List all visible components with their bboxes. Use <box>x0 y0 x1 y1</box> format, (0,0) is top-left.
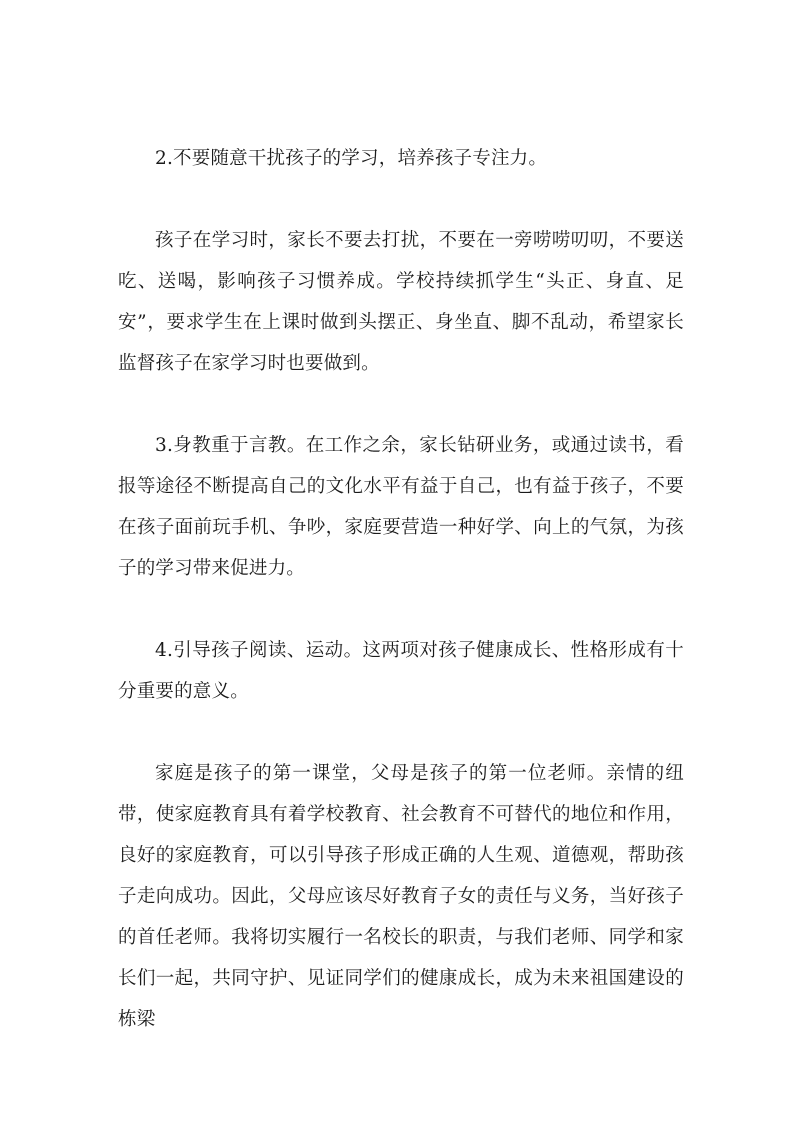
paragraph-spacer <box>118 384 684 425</box>
paragraph-conclusion: 家庭是孩子的第一课堂，父母是孩子的第一位老师。亲情的纽带，使家庭教育具有着学校教育、社会教育不可替代的地位和作用，良好的家庭教育，可以引导孩子形成正确的人生观、道德观，帮助孩子走向成功。因此，父母应该尽好教育子女的责任与义务，当好孩子的首任老师。我将切实履行一名校长的职责，与我们老师、同学和家长们一起，共同守护、见证同学们的健康成长，成为未来祖国建设的栋梁 <box>118 763 684 1030</box>
paragraph-point-2: 2.不要随意干扰孩子的学习，培养孩子专注力。 <box>155 148 548 169</box>
paragraph-spacer <box>118 179 684 220</box>
paragraph-point-4: 4.引导孩子阅读、运动。这两项对孩子健康成长、性格形成有十分重要的意义。 <box>118 640 684 702</box>
paragraph-point-3: 3.身教重于言教。在工作之余，家长钻研业务，或通过读书，看报等途径不断提高自己的文化水平有益于自己，也有益于孩子，不要在孩子面前玩手机、争吵，家庭要营造一种好学、向上的气氛，为孩子的学习带来促进力。 <box>118 435 684 579</box>
paragraph-spacer <box>118 589 684 630</box>
paragraph-point-2-detail: 孩子在学习时，家长不要去打扰，不要在一旁唠唠叨叨，不要送吃、送喝，影响孩子习惯养成。学校持续抓学生“头正、身直、足安”，要求学生在上课时做到头摆正、身坐直、脚不乱动，希望家长监督孩子在家学习时也要做到。 <box>118 230 684 374</box>
paragraph-spacer <box>118 712 684 753</box>
document-page <box>118 138 684 1040</box>
